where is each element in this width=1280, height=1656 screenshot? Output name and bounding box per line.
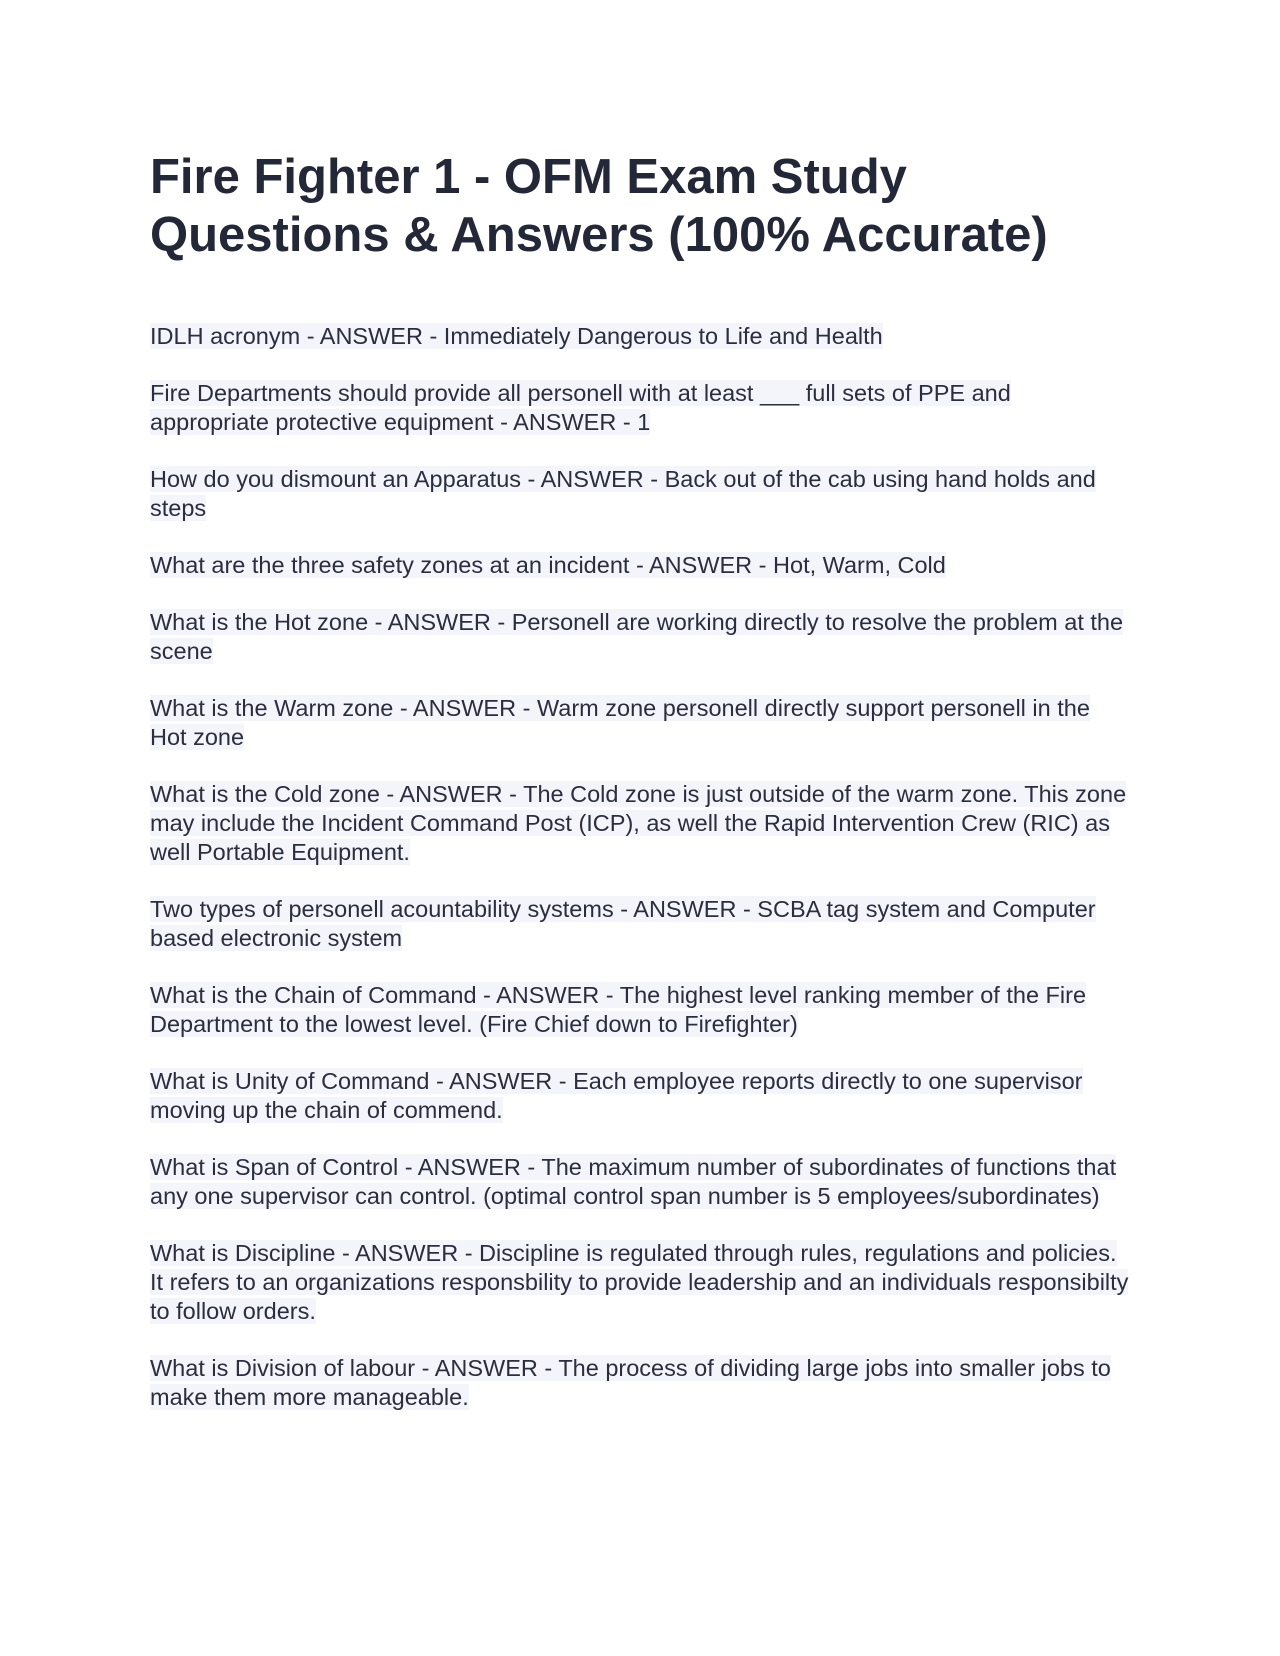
qa-item	[150, 608, 1130, 666]
qa-text: What is Division of labour - ANSWER - The process of dividing large jobs into smaller jobs to make them more manageable.	[150, 1355, 1111, 1410]
qa-text: What is Discipline - ANSWER - Discipline is regulated through rules, regulations and policies. It refers to an organizations responsbility to provide leadership and an individuals responsibilty to follow orders.	[150, 1240, 1129, 1324]
qa-item	[150, 1153, 1130, 1211]
qa-item	[150, 322, 1130, 351]
qa-text: What is Unity of Command - ANSWER - Each employee reports directly to one supervisor moving up the chain of commend.	[150, 1068, 1083, 1123]
qa-text: What is the Chain of Command - ANSWER - The highest level ranking member of the Fire Department to the lowest level. (Fire Chief down to Firefighter)	[150, 982, 1087, 1037]
qa-item	[150, 895, 1130, 953]
qa-list	[150, 322, 1130, 1412]
qa-text: IDLH acronym - ANSWER - Immediately Dangerous to Life and Health	[150, 323, 883, 349]
qa-item	[150, 694, 1130, 752]
qa-text: What is the Warm zone - ANSWER - Warm zone personell directly support personell in the Hot zone	[150, 695, 1090, 750]
qa-text: What is Span of Control - ANSWER - The maximum number of subordinates of functions that any one supervisor can control. (optimal control span number is 5 employees/subordinates)	[150, 1154, 1117, 1209]
qa-item	[150, 1354, 1130, 1412]
qa-item	[150, 465, 1130, 523]
qa-item	[150, 1239, 1130, 1326]
qa-item	[150, 1067, 1130, 1125]
document-title: Fire Fighter 1 - OFM Exam Study Questions & Answers (100% Accurate)	[150, 150, 1048, 262]
qa-item	[150, 551, 1130, 580]
qa-text: How do you dismount an Apparatus - ANSWER - Back out of the cab using hand holds and steps	[150, 466, 1096, 521]
document-page	[150, 148, 1130, 1440]
qa-text: What is the Cold zone - ANSWER - The Cold zone is just outside of the warm zone. This zone may include the Incident Command Post (ICP), as well the Rapid Intervention Crew (RIC) as well Portable Equipment.	[150, 781, 1127, 865]
qa-text: What are the three safety zones at an incident - ANSWER - Hot, Warm, Cold	[150, 552, 946, 578]
qa-item	[150, 780, 1130, 867]
qa-text: What is the Hot zone - ANSWER - Personell are working directly to resolve the problem at the scene	[150, 609, 1124, 664]
qa-text: Fire Departments should provide all personell with at least ___ full sets of PPE and appropriate protective equipment - ANSWER - 1	[150, 380, 1011, 435]
qa-text: Two types of personell acountability systems - ANSWER - SCBA tag system and Computer based electronic system	[150, 896, 1096, 951]
qa-item	[150, 981, 1130, 1039]
qa-item	[150, 379, 1130, 437]
